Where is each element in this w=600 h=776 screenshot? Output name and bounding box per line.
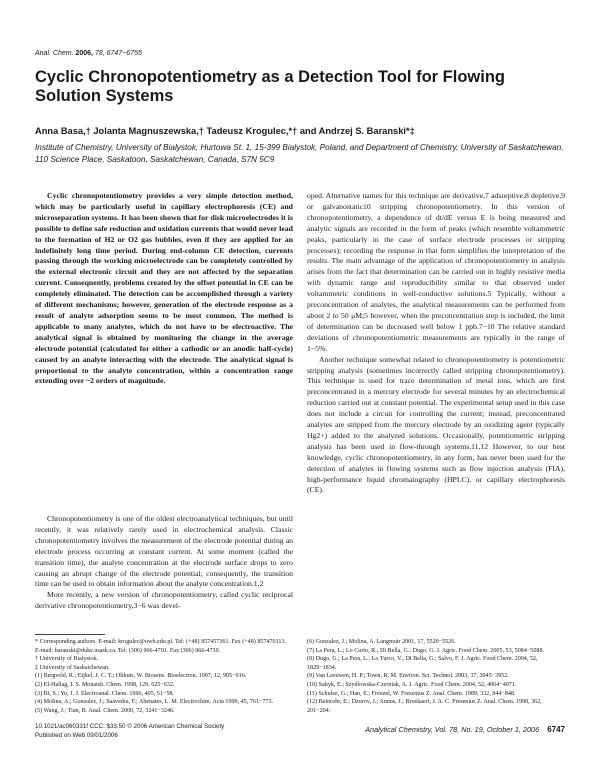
abstract-text: Cyclic chronopotentiometry provides a very simple detection method, which may be particularly useful in capillary electrophoresis (CE) and microseparation systems. It has been shown that for disk microelectrodes it is possible to define safe reduction and oxidation currents that would never lead to the formation of H2 or O2 gas bubbles, even if they are applied for an indefinitely long time period. During end-column CE detection, currents passing through the working microelectrode can be completely controlled by the external electronic circuit and they are not affected by the separation current. Consequently, problems created by the offset potential in CE can be completely eliminated. The detection can be accomplished through a variety of different mechanisms; however, generation of the electrode response as a result of analyte adsorption seems to be most common. The method is applicable to many analytes, which do not have to be electroactive. The analytical signal is obtained by monitoring the change in the average electrode potential (calculated for either a cathodic or an anodic half-cycle) caused by an analyte interacting with the electrode. The analytical signal is proportional to the analyte concentration, within a concentration range extending over ~2 orders of magnitude. bbox=[35, 191, 293, 386]
journal-name: Anal. Chem. bbox=[35, 50, 74, 57]
reference: (11) Schulze, G.; Han, E.; Frenzel, W. Fresenius Z. Anal. Chem. 1989, 332, 844−848. bbox=[307, 690, 516, 697]
reference: (3) Bi, S.; Yu, J. J. Electroanal. Chem. 1996, 405, 51−58. bbox=[35, 690, 174, 697]
reference: (1) Bergveld, R.; Eijkel, J. C. T.; Olthuis, W. Biosens. Bioelectron. 1997, 12, 905−916. bbox=[35, 673, 247, 680]
affiliation: Institute of Chemistry, University of Bialystok, Hurtowa St. 1, 15-399 Bialystok, Poland, and Department of Chemistry, University of Saskatchewan, 110 Science Place, Saskatoon, Saskatchewan, Canada, S7N 5C9 bbox=[35, 143, 564, 164]
doi-line: 10.1021/ac060331f CCC: $33.50 © 2006 American Chemical Society bbox=[35, 723, 225, 730]
footnotes-left bbox=[35, 638, 293, 715]
footnote: * Corresponding authors. E-mail: krogulec@uwb.edu.pl. Tel: (+48) 857457361. Fax (+48) 857470113. E-mail: baranski@duke.usask.ca. Tel: (306) 966-4701. Fax (306) 966-4730. bbox=[35, 639, 287, 654]
reference: (8) Dugo, G.; La Pera, L.; Lo Turco, V.; Di Bella, G.; Salvo, F. J. Agric. Food Chem. 2004, 52, 1829−1834. bbox=[307, 656, 538, 671]
reference: (10) Sahyk, E.; Szydlowska-Czerniak, A. J. Agric. Food Chem. 2004, 52, 4064−4071. bbox=[307, 681, 517, 688]
footnotes-right bbox=[307, 638, 565, 715]
page-footer-right bbox=[300, 725, 565, 734]
body-paragraph: More recently, a new version of chronopotentiometry, called cyclic reciprocal derivative chronopotentiometry,3−6 was devel- bbox=[35, 590, 293, 611]
author-list: Anna Basa,† Jolanta Magnuszewska,† Tadeusz Krogulec,*† and Andrzej S. Baranski*‡ bbox=[35, 126, 415, 136]
reference: (2) El-Hallag, I. S. Monatsh. Chem. 1998, 129, 625−632. bbox=[35, 681, 175, 688]
footnote: ‡ University of Saskatchewan. bbox=[35, 664, 110, 671]
reference: (6) Gonzalez, J.; Molina, A. Langmuir 2001, 17, 5520−5526. bbox=[307, 639, 456, 645]
footnote: † University of Bialystok. bbox=[35, 656, 99, 663]
body-paragraph: Another technique somewhat related to chronopotentiometry is potentiometric stripping analysis (sometimes incorrectly called stripping chronopotentiometry). This technique is used for trace determination of metal ions, which are first preconcentrated in a mercury electrode for several minutes by an electrochemical reduction carried out at constant potential. The experimental setup used in this case does not include a circuit for controlling the current; instead, preconcentrated analytes are stripped from the mercury electrode by an oxidizing agent (typically Hg2+) added to the analyzed solutions. Occasionally, potentiometric stripping analysis has been used in flow-through systems.11,12 However, to our best knowledge, cyclic chronopotentiometry, in any form, has never been used for the detection of analytes in flowing systems such as flow injection analysis (FIA), high-performance liquid chromatography (HPLC), or capillary electrophoresis (CE). bbox=[307, 354, 565, 495]
reference: (4) Molina, A.; Gonzalez, J.; Saavedra, F.; Abenates, L. M. Electrochim. Acta 1999, 45, 761−773. bbox=[35, 699, 274, 706]
abstract bbox=[35, 191, 293, 387]
reference: (5) Wang, J.; Tian, B. Anal. Chem. 2000, 72, 3241−3246. bbox=[35, 707, 175, 714]
reference: (9) Van Leeuwen, H. P.; Town, R. M. Environ. Sci. Technol. 2003, 37, 3945−3952. bbox=[307, 673, 509, 680]
article-title: Cyclic Chronopotentiometry as a Detection Tool for Flowing Solution Systems bbox=[35, 68, 505, 105]
page-footer-left bbox=[35, 723, 224, 740]
reference: (12) Beinrohr, E.; Dzurov, J.; Annus, J.; Broekaert, J. A. C. Fresenius Z. Anal. Chem. 1998, 362, 201−204. bbox=[307, 699, 542, 714]
body-left-column bbox=[35, 514, 293, 612]
footnote-divider bbox=[35, 634, 105, 635]
body-paragraph: Chronopotentiometry is one of the oldest electroanalytical techniques, but until recently, it was relatively rarely used in electrochemical analysis. Classic chronopotentiometry involves the measurement of the electrode potential during an electrode process occurring at constant current. At some moment (called the transition time), the analyte concentration at the electrode surface drops to zero causing an abrupt change of the electrode potential; consequently, the transition time can be used to obtain information about the analyte concentration.1,2 bbox=[35, 514, 293, 589]
page-number: 6747 bbox=[547, 725, 565, 734]
journal-citation bbox=[35, 50, 142, 57]
body-paragraph: oped. Alternative names for this technique are derivative,7 adsorptive,8 depletive,9 or galvanostatic10 stripping chronopotentiometry. In this version of chronopotentiometry, a dependence of dt/dE versus E is being measured and analytic signals are recorded in the form of peaks (which resemble voltammetric peaks, particularly in the case of surface electrode processes or stripping processes); recording the response in that form simplifies the interpretation of the results. The main advantage of the application of chronopotentiometry in analysis arises from the fact that determination can be carried out in highly resistive media with dynamic range and reproducibility similar to that observed under voltammetric conditions in well-conductive solutions.5 Typically, without a preconcentration of analytes, the analytical measurements can be performed from about 2 to 50 μM;5 however, when the preconcentration step is included, the limit of determination can be decreased well below 1 ppb.7−10 The relative standard deviations of chronopotentiometric measurements are typically in the range of 1−5%. bbox=[307, 191, 565, 353]
reference: (7) La Pera, L.; Lo Curto, R.; Di Bella, G.; Dugo, G. J. Agric. Food Chem. 2005, 53, 5084−5088. bbox=[307, 647, 545, 654]
journal-pages: 78, 6747−6755 bbox=[94, 50, 142, 57]
journal-year: 2006, bbox=[75, 50, 94, 57]
body-right-column bbox=[307, 191, 565, 496]
published-line: Published on Web 09/01/2006 bbox=[35, 731, 118, 739]
footer-journal-info: Analytical Chemistry, Vol. 78, No. 19, October 1, 2006 bbox=[365, 725, 540, 734]
